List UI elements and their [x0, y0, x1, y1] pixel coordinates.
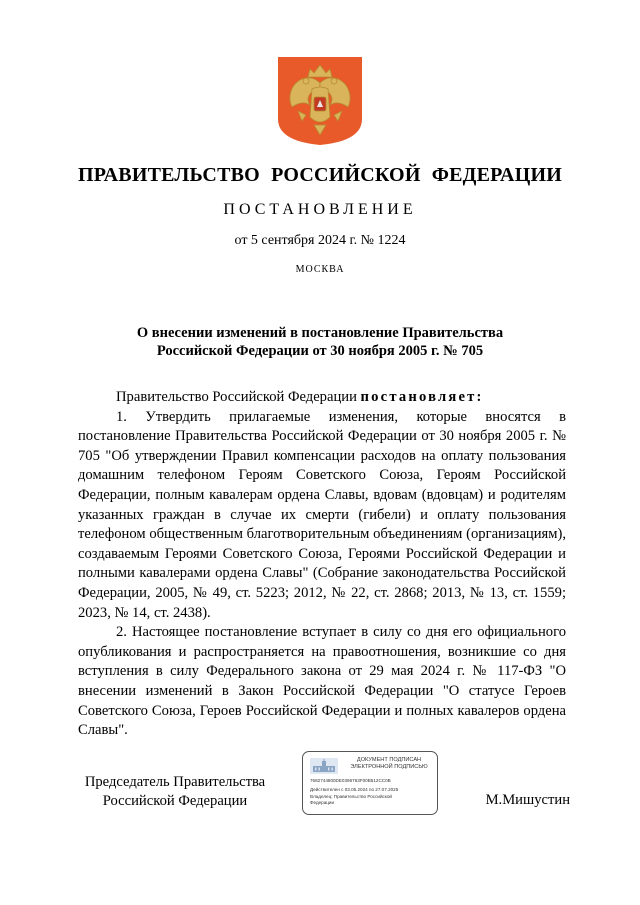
position-line-1: Председатель Правительства	[84, 774, 266, 790]
document-date-number: от 5 сентября 2024 г. № 1224	[234, 233, 406, 248]
stamp-validity: Действителен с 03.05.2024 по 27.07.2025	[310, 787, 399, 792]
stamp-heading-line-2: ЭЛЕКТРОННОЙ ПОДПИСЬЮ	[350, 764, 428, 770]
document-body	[78, 388, 566, 741]
stamp-certificate: 7682744800DE0396763F00B512CC0B	[310, 778, 391, 783]
subject-line-1: О внесении изменений в постановление Правительства	[136, 325, 504, 341]
decree-intro	[78, 388, 566, 408]
document-type: ПОСТАНОВЛЕНИЕ	[223, 201, 417, 218]
intro-text: Правительство Российской Федерации	[116, 389, 357, 405]
paragraph-1: 1. Утвердить прилагаемые изменения, которые вносятся в постановление Правительства Российской Федерации от 30 ноября 2005 г. № 705 "Об утверждении Правил компенсации расходов на оплату пользования домашним телефоном Героям Советского Союза, Героям Российской Федерации, полным кавалерам ордена Славы, вдовам (вдовцам) и родителям указанных граждан в случае их смерти (гибели) и оплату пользования телефоном общественным благотворительным объединениям (организациям), создаваемым Героями Советского Союза, Героями Российской Федерации и полными кавалерами ордена Славы" (Собрание законодательства Российской Федерации, 2005, № 49, ст. 5223; 2012, № 22, ст. 2868; 2013, № 13, ст. 1559; 2023, № 14, ст. 2438).	[78, 408, 566, 621]
stamp-owner-line-2: Федерации	[310, 800, 335, 805]
signatory-position	[60, 773, 290, 811]
stamp-owner-line-1: Владелец: Правительство Российской	[310, 794, 392, 799]
document-city: МОСКВА	[295, 264, 345, 275]
paragraph-2: 2. Настоящее постановление вступает в силу со дня его официального опубликования и распространяется на правоотношения, возникшие со дня вступления в силу Федерального закона от 29 мая 2024 г. № 117-ФЗ "О внесении изменений в Закон Российской Федерации "О статусе Героев Советского Союза, Героев Российской Федерации и полных кавалеров ордена Славы".	[78, 624, 566, 739]
stamp-heading	[343, 757, 435, 771]
electronic-signature-stamp	[302, 751, 438, 815]
position-line-2: Российской Федерации	[102, 793, 248, 809]
decree-word: постановляет:	[360, 389, 484, 405]
government-building-icon	[310, 758, 338, 774]
russian-coat-of-arms-icon	[276, 55, 364, 147]
document-subject	[0, 324, 640, 360]
stamp-heading-line-1: ДОКУМЕНТ ПОДПИСАН	[356, 757, 422, 763]
signatory-name: М.Мишустин	[485, 792, 570, 808]
government-title: ПРАВИТЕЛЬСТВО РОССИЙСКОЙ ФЕДЕРАЦИИ	[78, 164, 562, 186]
subject-line-2: Российской Федерации от 30 ноября 2005 г. № 705	[156, 343, 484, 359]
